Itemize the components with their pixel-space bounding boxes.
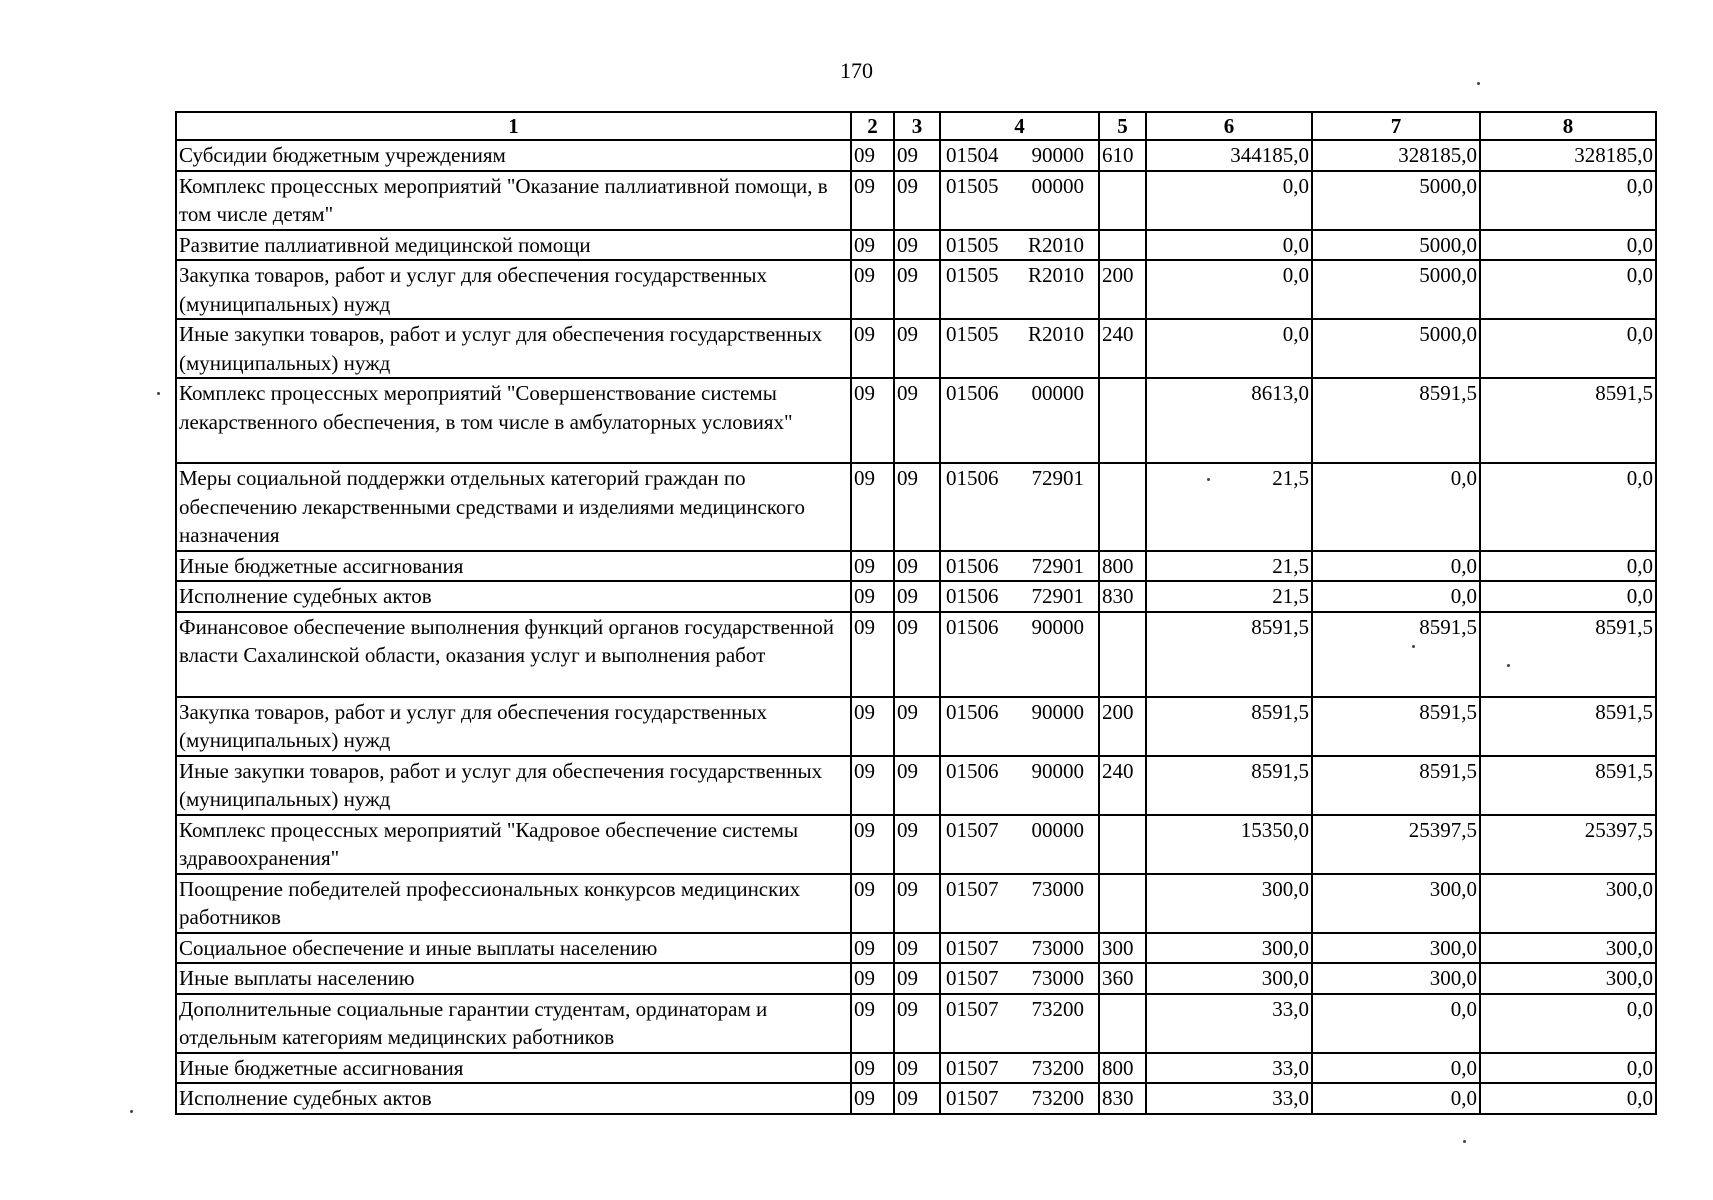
row-code-target-direction: 90000 <box>1031 699 1084 724</box>
row-code-expense-type <box>1099 994 1146 1053</box>
row-code-target-program: 01507 <box>946 1086 999 1110</box>
row-code-target-program: 01504 <box>946 143 999 167</box>
row-value-7: 25397,5 <box>1312 815 1480 874</box>
row-code-subsection: 09 <box>894 551 940 582</box>
row-code-target-program: 01505 <box>946 322 999 346</box>
row-code-subsection: 09 <box>894 463 940 551</box>
row-code-target-direction: 73000 <box>1031 935 1084 960</box>
row-code-expense-type: 800 <box>1099 551 1146 582</box>
row-name: Комплекс процессных мероприятий "Совершенствование системы лекарственного обеспечения, в том числе в амбулаторных условиях" <box>176 378 851 463</box>
row-code-section: 09 <box>851 551 894 582</box>
row-value-7: 5000,0 <box>1312 171 1480 230</box>
row-code-target <box>940 1053 1099 1084</box>
row-name: Финансовое обеспечение выполнения функций органов государственной власти Сахалинской области, оказания услуг и выполнения работ <box>176 612 851 697</box>
row-code-target-direction: 73000 <box>1031 876 1084 901</box>
row-code-target <box>940 260 1099 319</box>
row-name: Комплекс процессных мероприятий "Кадровое обеспечение системы здравоохранения" <box>176 815 851 874</box>
table-row <box>176 378 1656 463</box>
table-row <box>176 551 1656 582</box>
row-code-subsection: 09 <box>894 815 940 874</box>
row-code-target-program: 01506 <box>946 699 999 724</box>
row-code-expense-type: 360 <box>1099 963 1146 994</box>
row-code-target-program: 01506 <box>946 466 999 490</box>
row-code-target-direction: 90000 <box>1031 758 1084 783</box>
row-value-6: 0,0 <box>1146 260 1312 319</box>
row-value-8: 0,0 <box>1480 581 1656 612</box>
row-value-8: 8591,5 <box>1480 697 1656 756</box>
row-code-target <box>940 378 1099 463</box>
row-code-target <box>940 171 1099 230</box>
table-row <box>176 140 1656 171</box>
row-value-6: 8591,5 <box>1146 697 1312 756</box>
row-code-target-direction: 00000 <box>1031 381 1084 405</box>
row-code-target-direction: 72901 <box>1031 584 1084 608</box>
row-code-target-program: 01507 <box>946 1055 999 1080</box>
row-value-7: 300,0 <box>1312 874 1480 933</box>
row-name: Иные выплаты населению <box>176 963 851 994</box>
scan-speck <box>130 1110 133 1113</box>
row-value-6: 344185,0 <box>1146 140 1312 171</box>
row-value-8: 300,0 <box>1480 933 1656 964</box>
row-code-section: 09 <box>851 319 894 378</box>
row-code-subsection: 09 <box>894 933 940 964</box>
row-code-target <box>940 1083 1099 1114</box>
row-code-target <box>940 933 1099 964</box>
row-code-target-direction: 00000 <box>1031 173 1084 198</box>
row-value-8: 0,0 <box>1480 551 1656 582</box>
row-code-section: 09 <box>851 581 894 612</box>
row-code-subsection: 09 <box>894 756 940 815</box>
row-code-target-direction: R2010 <box>1027 232 1084 257</box>
row-code-expense-type: 830 <box>1099 1083 1146 1114</box>
col-header-5: 5 <box>1099 112 1146 140</box>
row-code-subsection: 09 <box>894 140 940 171</box>
table-row <box>176 963 1656 994</box>
col-header-1: 1 <box>176 112 851 140</box>
row-code-expense-type: 300 <box>1099 933 1146 964</box>
row-value-8: 0,0 <box>1480 463 1656 551</box>
table-row <box>176 1083 1656 1114</box>
row-code-target-program: 01507 <box>946 876 999 901</box>
row-code-target <box>940 994 1099 1053</box>
row-code-section: 09 <box>851 171 894 230</box>
row-code-target <box>940 140 1099 171</box>
row-code-expense-type <box>1099 171 1146 230</box>
row-code-subsection: 09 <box>894 697 940 756</box>
row-code-section: 09 <box>851 933 894 964</box>
row-code-target-program: 01507 <box>946 966 999 990</box>
row-value-6: 8591,5 <box>1146 612 1312 697</box>
row-code-subsection: 09 <box>894 319 940 378</box>
row-name: Исполнение судебных актов <box>176 581 851 612</box>
row-value-7: 0,0 <box>1312 994 1480 1053</box>
row-code-target-program: 01506 <box>946 381 999 405</box>
row-code-target <box>940 963 1099 994</box>
row-name: Субсидии бюджетным учреждениям <box>176 140 851 171</box>
row-value-8: 328185,0 <box>1480 140 1656 171</box>
row-name: Иные закупки товаров, работ и услуг для обеспечения государственных (муниципальных) нужд <box>176 756 851 815</box>
row-name: Иные бюджетные ассигнования <box>176 1053 851 1084</box>
row-value-7: 8591,5 <box>1312 697 1480 756</box>
row-code-target-direction: 00000 <box>1031 817 1084 842</box>
row-code-section: 09 <box>851 963 894 994</box>
row-value-7: 0,0 <box>1312 463 1480 551</box>
row-code-target-direction: 72901 <box>1031 553 1084 578</box>
row-code-expense-type <box>1099 815 1146 874</box>
scan-speck <box>1507 664 1510 667</box>
row-value-6: 21,5 <box>1146 551 1312 582</box>
row-value-6: 33,0 <box>1146 1053 1312 1084</box>
row-value-7: 0,0 <box>1312 581 1480 612</box>
row-code-target-program: 01505 <box>946 232 999 257</box>
row-value-7: 0,0 <box>1312 1083 1480 1114</box>
row-code-target <box>940 697 1099 756</box>
row-value-7: 5000,0 <box>1312 319 1480 378</box>
table-row <box>176 933 1656 964</box>
row-value-7: 8591,5 <box>1312 612 1480 697</box>
row-value-8: 0,0 <box>1480 171 1656 230</box>
table-row <box>176 612 1656 697</box>
col-header-6: 6 <box>1146 112 1312 140</box>
row-value-8: 8591,5 <box>1480 612 1656 697</box>
table-row <box>176 581 1656 612</box>
row-code-target <box>940 551 1099 582</box>
row-code-expense-type: 240 <box>1099 756 1146 815</box>
row-name: Меры социальной поддержки отдельных категорий граждан по обеспечению лекарственными средствами и изделиями медицинского назначения <box>176 463 851 551</box>
row-code-section: 09 <box>851 378 894 463</box>
row-code-subsection: 09 <box>894 260 940 319</box>
row-code-subsection: 09 <box>894 994 940 1053</box>
row-name: Закупка товаров, работ и услуг для обеспечения государственных (муниципальных) нужд <box>176 260 851 319</box>
table-row <box>176 756 1656 815</box>
row-value-7: 300,0 <box>1312 933 1480 964</box>
scan-speck <box>1477 82 1480 85</box>
row-code-target-direction: 73200 <box>1031 1055 1084 1080</box>
row-value-6: 0,0 <box>1146 230 1312 261</box>
row-code-subsection: 09 <box>894 581 940 612</box>
row-name: Исполнение судебных актов <box>176 1083 851 1114</box>
scan-speck <box>1412 645 1415 648</box>
row-name: Иные закупки товаров, работ и услуг для обеспечения государственных (муниципальных) нужд <box>176 319 851 378</box>
row-code-target-direction: 73200 <box>1031 1086 1084 1110</box>
row-code-expense-type <box>1099 230 1146 261</box>
table-row <box>176 463 1656 551</box>
row-value-8: 0,0 <box>1480 230 1656 261</box>
row-code-target <box>940 463 1099 551</box>
row-code-expense-type: 800 <box>1099 1053 1146 1084</box>
row-code-section: 09 <box>851 815 894 874</box>
table-row <box>176 260 1656 319</box>
row-name: Закупка товаров, работ и услуг для обеспечения государственных (муниципальных) нужд <box>176 697 851 756</box>
row-code-subsection: 09 <box>894 171 940 230</box>
row-code-expense-type <box>1099 612 1146 697</box>
row-code-subsection: 09 <box>894 1053 940 1084</box>
row-value-6: 300,0 <box>1146 874 1312 933</box>
table-row <box>176 171 1656 230</box>
row-code-target-direction: 73200 <box>1031 996 1084 1021</box>
header-row <box>176 112 1656 140</box>
row-value-8: 0,0 <box>1480 1083 1656 1114</box>
row-code-expense-type: 830 <box>1099 581 1146 612</box>
row-value-6: 8613,0 <box>1146 378 1312 463</box>
row-code-section: 09 <box>851 1083 894 1114</box>
row-code-target-program: 01506 <box>946 553 999 578</box>
row-value-7: 0,0 <box>1312 1053 1480 1084</box>
row-code-section: 09 <box>851 1053 894 1084</box>
scan-speck <box>157 392 160 395</box>
row-name: Комплекс процессных мероприятий "Оказание паллиативной помощи, в том числе детям" <box>176 171 851 230</box>
row-code-expense-type: 200 <box>1099 697 1146 756</box>
col-header-2: 2 <box>851 112 894 140</box>
row-value-7: 8591,5 <box>1312 378 1480 463</box>
row-code-target-program: 01507 <box>946 935 999 960</box>
table-row <box>176 815 1656 874</box>
row-code-target-direction: 72901 <box>1031 466 1084 490</box>
row-value-6: 8591,5 <box>1146 756 1312 815</box>
row-code-expense-type: 610 <box>1099 140 1146 171</box>
row-value-8: 300,0 <box>1480 963 1656 994</box>
row-code-subsection: 09 <box>894 874 940 933</box>
row-code-target-program: 01507 <box>946 996 999 1021</box>
row-value-8: 8591,5 <box>1480 378 1656 463</box>
row-code-expense-type: 240 <box>1099 319 1146 378</box>
page-number: 170 <box>840 58 873 83</box>
table-row <box>176 230 1656 261</box>
row-code-section: 09 <box>851 874 894 933</box>
col-header-4: 4 <box>940 112 1099 140</box>
row-value-7: 5000,0 <box>1312 260 1480 319</box>
row-value-6: 0,0 <box>1146 319 1312 378</box>
row-code-target-program: 01506 <box>946 614 999 639</box>
col-header-7: 7 <box>1312 112 1480 140</box>
row-value-8: 300,0 <box>1480 874 1656 933</box>
row-value-8: 8591,5 <box>1480 756 1656 815</box>
row-code-target-program: 01507 <box>946 817 999 842</box>
row-value-8: 0,0 <box>1480 1053 1656 1084</box>
row-value-7: 8591,5 <box>1312 756 1480 815</box>
row-value-8: 25397,5 <box>1480 815 1656 874</box>
scan-speck <box>1207 478 1210 481</box>
table-row <box>176 1053 1656 1084</box>
row-code-target-direction: 90000 <box>1031 143 1084 167</box>
row-code-section: 09 <box>851 230 894 261</box>
row-value-7: 0,0 <box>1312 551 1480 582</box>
table-row <box>176 697 1656 756</box>
row-code-section: 09 <box>851 140 894 171</box>
row-code-target <box>940 815 1099 874</box>
row-code-subsection: 09 <box>894 378 940 463</box>
row-code-expense-type <box>1099 874 1146 933</box>
row-value-6: 0,0 <box>1146 171 1312 230</box>
row-name: Развитие паллиативной медицинской помощи <box>176 230 851 261</box>
row-value-7: 328185,0 <box>1312 140 1480 171</box>
budget-table <box>175 111 1657 1115</box>
row-value-6: 300,0 <box>1146 933 1312 964</box>
row-value-7: 5000,0 <box>1312 230 1480 261</box>
row-code-target-program: 01505 <box>946 173 999 198</box>
scan-speck <box>1463 1140 1466 1143</box>
row-value-6: 33,0 <box>1146 1083 1312 1114</box>
row-name: Дополнительные социальные гарантии студентам, ординаторам и отдельным категориям медицинских работников <box>176 994 851 1053</box>
row-code-target <box>940 612 1099 697</box>
row-code-target-program: 01505 <box>946 263 999 287</box>
row-code-section: 09 <box>851 260 894 319</box>
row-code-target-program: 01506 <box>946 584 999 608</box>
row-value-8: 0,0 <box>1480 319 1656 378</box>
row-value-6: 21,5 <box>1146 463 1312 551</box>
row-code-target-direction: R2010 <box>1027 322 1084 346</box>
table-row <box>176 319 1656 378</box>
row-code-target <box>940 874 1099 933</box>
row-code-section: 09 <box>851 756 894 815</box>
row-code-target-direction: R2010 <box>1027 263 1084 287</box>
row-code-subsection: 09 <box>894 1083 940 1114</box>
row-value-6: 300,0 <box>1146 963 1312 994</box>
col-header-3: 3 <box>894 112 940 140</box>
row-name: Социальное обеспечение и иные выплаты населению <box>176 933 851 964</box>
row-code-target <box>940 756 1099 815</box>
row-code-section: 09 <box>851 463 894 551</box>
row-code-target-direction: 73000 <box>1031 966 1084 990</box>
row-code-section: 09 <box>851 697 894 756</box>
row-value-6: 15350,0 <box>1146 815 1312 874</box>
row-value-8: 0,0 <box>1480 994 1656 1053</box>
col-header-8: 8 <box>1480 112 1656 140</box>
row-code-subsection: 09 <box>894 612 940 697</box>
row-code-section: 09 <box>851 994 894 1053</box>
table-row <box>176 874 1656 933</box>
row-code-target <box>940 230 1099 261</box>
row-name: Иные бюджетные ассигнования <box>176 551 851 582</box>
row-code-section: 09 <box>851 612 894 697</box>
row-value-6: 33,0 <box>1146 994 1312 1053</box>
row-code-subsection: 09 <box>894 230 940 261</box>
row-value-7: 300,0 <box>1312 963 1480 994</box>
row-value-8: 0,0 <box>1480 260 1656 319</box>
row-code-target <box>940 319 1099 378</box>
table-row <box>176 994 1656 1053</box>
row-code-expense-type <box>1099 463 1146 551</box>
row-name: Поощрение победителей профессиональных конкурсов медицинских работников <box>176 874 851 933</box>
row-code-expense-type: 200 <box>1099 260 1146 319</box>
row-code-target-direction: 90000 <box>1031 614 1084 639</box>
row-code-subsection: 09 <box>894 963 940 994</box>
row-value-6: 21,5 <box>1146 581 1312 612</box>
row-code-target <box>940 581 1099 612</box>
row-code-target-program: 01506 <box>946 758 999 783</box>
row-code-expense-type <box>1099 378 1146 463</box>
